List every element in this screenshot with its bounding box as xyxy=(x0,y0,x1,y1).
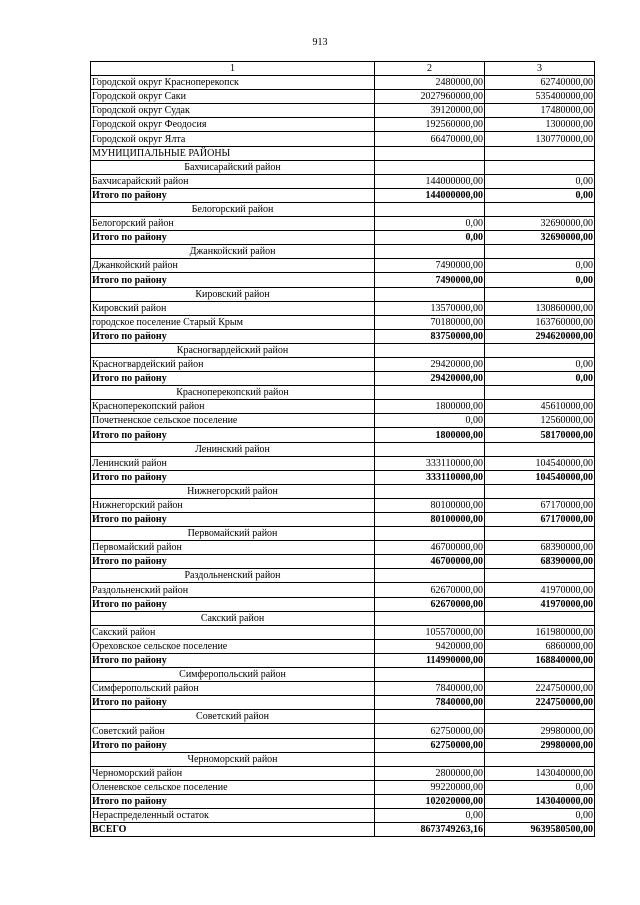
total-row xyxy=(91,188,595,202)
table-row xyxy=(91,301,595,315)
amount-col-3: 0,00 xyxy=(485,188,595,202)
amount-col-3: 12560000,00 xyxy=(485,414,595,428)
row-label: Городской округ Судак xyxy=(91,104,375,118)
row-label: Симферопольский район xyxy=(91,682,375,696)
row-label: Итого по району xyxy=(91,653,375,667)
amount-col-2: 62750000,00 xyxy=(375,738,485,752)
row-label: Итого по району xyxy=(91,555,375,569)
row-label: Красногвардейский район xyxy=(91,357,375,371)
row-label: Бахчисарайский район xyxy=(91,174,375,188)
row-label: Итого по району xyxy=(91,372,375,386)
row-label: Кировский район xyxy=(91,301,375,315)
amount-col-2: 7490000,00 xyxy=(375,259,485,273)
row-label: Черноморский район xyxy=(91,752,375,766)
row-label: Джанкойский район xyxy=(91,245,375,259)
table-row xyxy=(91,414,595,428)
row-label: Итого по району xyxy=(91,738,375,752)
table-row xyxy=(91,541,595,555)
row-label: Белогорский район xyxy=(91,202,375,216)
total-row xyxy=(91,470,595,484)
amount-col-2: 46700000,00 xyxy=(375,541,485,555)
table-row xyxy=(91,639,595,653)
amount-col-3: 130770000,00 xyxy=(485,132,595,146)
row-label: Белогорский район xyxy=(91,217,375,231)
total-row xyxy=(91,696,595,710)
amount-col-3: 0,00 xyxy=(485,808,595,822)
amount-col-3: 163760000,00 xyxy=(485,315,595,329)
row-label: Итого по району xyxy=(91,513,375,527)
amount-col-3: 294620000,00 xyxy=(485,329,595,343)
amount-col-3 xyxy=(485,386,595,400)
row-label: Первомайский район xyxy=(91,541,375,555)
row-label: Итого по району xyxy=(91,428,375,442)
total-row xyxy=(91,513,595,527)
total-row xyxy=(91,597,595,611)
row-label: Городской округ Саки xyxy=(91,90,375,104)
table-row xyxy=(91,682,595,696)
table-body xyxy=(91,76,595,837)
table-row xyxy=(91,766,595,780)
row-label: Первомайский район xyxy=(91,527,375,541)
row-label: Итого по району xyxy=(91,329,375,343)
table-row xyxy=(91,174,595,188)
amount-col-2 xyxy=(375,245,485,259)
total-row xyxy=(91,794,595,808)
amount-col-3: 0,00 xyxy=(485,780,595,794)
amount-col-3: 104540000,00 xyxy=(485,470,595,484)
row-label: Советский район xyxy=(91,724,375,738)
amount-col-2: 114990000,00 xyxy=(375,653,485,667)
row-label: Итого по району xyxy=(91,273,375,287)
row-label: Советский район xyxy=(91,710,375,724)
amount-col-2: 80100000,00 xyxy=(375,513,485,527)
amount-col-3: 224750000,00 xyxy=(485,696,595,710)
amount-col-2 xyxy=(375,160,485,174)
amount-col-3: 32690000,00 xyxy=(485,231,595,245)
amount-col-2: 7490000,00 xyxy=(375,273,485,287)
column-number-row xyxy=(91,62,595,76)
amount-col-3 xyxy=(485,527,595,541)
amount-col-3: 68390000,00 xyxy=(485,541,595,555)
table-row xyxy=(91,498,595,512)
row-label: Сакский район xyxy=(91,611,375,625)
amount-col-2: 1800000,00 xyxy=(375,428,485,442)
district-header-row xyxy=(91,202,595,216)
amount-col-2: 0,00 xyxy=(375,808,485,822)
row-label: Итого по району xyxy=(91,231,375,245)
amount-col-2 xyxy=(375,569,485,583)
amount-col-2: 102020000,00 xyxy=(375,794,485,808)
row-label: МУНИЦИПАЛЬНЫЕ РАЙОНЫ xyxy=(91,146,375,160)
district-header-row xyxy=(91,245,595,259)
amount-col-2: 0,00 xyxy=(375,231,485,245)
row-label: Бахчисарайский район xyxy=(91,160,375,174)
amount-col-2 xyxy=(375,287,485,301)
total-row xyxy=(91,231,595,245)
amount-col-2: 2480000,00 xyxy=(375,76,485,90)
amount-col-3: 0,00 xyxy=(485,174,595,188)
amount-col-2 xyxy=(375,386,485,400)
amount-col-2: 2027960000,00 xyxy=(375,90,485,104)
amount-col-3 xyxy=(485,146,595,160)
amount-col-3 xyxy=(485,442,595,456)
table-row xyxy=(91,217,595,231)
amount-col-2 xyxy=(375,668,485,682)
amount-col-3: 17480000,00 xyxy=(485,104,595,118)
amount-col-3: 0,00 xyxy=(485,357,595,371)
district-header-row xyxy=(91,160,595,174)
district-header-row xyxy=(91,484,595,498)
amount-col-3 xyxy=(485,245,595,259)
row-label: городское поселение Старый Крым xyxy=(91,315,375,329)
table-row xyxy=(91,780,595,794)
amount-col-3 xyxy=(485,752,595,766)
row-label: Нижнегорский район xyxy=(91,498,375,512)
amount-col-3: 130860000,00 xyxy=(485,301,595,315)
total-row xyxy=(91,329,595,343)
table-row xyxy=(91,808,595,822)
row-label: Раздольненский район xyxy=(91,569,375,583)
amount-col-3: 67170000,00 xyxy=(485,513,595,527)
amount-col-2 xyxy=(375,710,485,724)
amount-col-2 xyxy=(375,343,485,357)
row-label: Городской округ Красноперекопск xyxy=(91,76,375,90)
amount-col-3: 224750000,00 xyxy=(485,682,595,696)
row-label: Сакский район xyxy=(91,625,375,639)
district-header-row xyxy=(91,343,595,357)
table-row xyxy=(91,400,595,414)
amount-col-2: 8673749263,16 xyxy=(375,823,485,837)
amount-col-2 xyxy=(375,611,485,625)
total-row xyxy=(91,273,595,287)
row-label: Джанкойский район xyxy=(91,259,375,273)
district-header-row xyxy=(91,569,595,583)
amount-col-2: 0,00 xyxy=(375,217,485,231)
amount-col-3: 1300000,00 xyxy=(485,118,595,132)
row-label: Симферопольский район xyxy=(91,668,375,682)
row-label: Итого по району xyxy=(91,696,375,710)
column-number: 3 xyxy=(485,62,595,76)
amount-col-3: 104540000,00 xyxy=(485,456,595,470)
table-row xyxy=(91,104,595,118)
row-label: Черноморский район xyxy=(91,766,375,780)
amount-col-2: 333110000,00 xyxy=(375,456,485,470)
row-label: Оленевское сельское поселение xyxy=(91,780,375,794)
amount-col-2: 62670000,00 xyxy=(375,597,485,611)
amount-col-3: 143040000,00 xyxy=(485,766,595,780)
row-label: Городской округ Ялта xyxy=(91,132,375,146)
amount-col-2: 1800000,00 xyxy=(375,400,485,414)
amount-col-2: 2800000,00 xyxy=(375,766,485,780)
table-row xyxy=(91,118,595,132)
amount-col-3 xyxy=(485,343,595,357)
amount-col-2 xyxy=(375,752,485,766)
total-row xyxy=(91,555,595,569)
amount-col-2: 29420000,00 xyxy=(375,372,485,386)
district-header-row xyxy=(91,752,595,766)
page-number: 913 xyxy=(312,37,328,48)
column-number: 1 xyxy=(91,62,375,76)
table-row xyxy=(91,76,595,90)
amount-col-3: 0,00 xyxy=(485,259,595,273)
amount-col-3: 62740000,00 xyxy=(485,76,595,90)
amount-col-3: 9639580500,00 xyxy=(485,823,595,837)
amount-col-3: 41970000,00 xyxy=(485,583,595,597)
section-header-row xyxy=(91,146,595,160)
amount-col-3 xyxy=(485,202,595,216)
total-row xyxy=(91,738,595,752)
amount-col-2 xyxy=(375,527,485,541)
amount-col-3: 168840000,00 xyxy=(485,653,595,667)
amount-col-3 xyxy=(485,160,595,174)
amount-col-2 xyxy=(375,146,485,160)
amount-col-2: 7840000,00 xyxy=(375,696,485,710)
amount-col-3: 6860000,00 xyxy=(485,639,595,653)
row-label: Городской округ Феодосия xyxy=(91,118,375,132)
amount-col-2: 192560000,00 xyxy=(375,118,485,132)
amount-col-2: 29420000,00 xyxy=(375,357,485,371)
amount-col-2 xyxy=(375,484,485,498)
total-row xyxy=(91,823,595,837)
table-row xyxy=(91,132,595,146)
district-header-row xyxy=(91,710,595,724)
amount-col-2: 0,00 xyxy=(375,414,485,428)
amount-col-2: 144000000,00 xyxy=(375,174,485,188)
amount-col-3: 29980000,00 xyxy=(485,738,595,752)
amount-col-3 xyxy=(485,710,595,724)
row-label: Кировский район xyxy=(91,287,375,301)
amount-col-2: 144000000,00 xyxy=(375,188,485,202)
table-row xyxy=(91,259,595,273)
amount-col-3 xyxy=(485,569,595,583)
district-header-row xyxy=(91,287,595,301)
district-header-row xyxy=(91,668,595,682)
amount-col-3: 29980000,00 xyxy=(485,724,595,738)
row-label: ВСЕГО xyxy=(91,823,375,837)
amount-col-2: 62670000,00 xyxy=(375,583,485,597)
amount-col-3: 0,00 xyxy=(485,273,595,287)
amount-col-2: 66470000,00 xyxy=(375,132,485,146)
row-label: Ленинский район xyxy=(91,442,375,456)
table-row xyxy=(91,90,595,104)
district-header-row xyxy=(91,527,595,541)
total-row xyxy=(91,372,595,386)
amount-col-2: 99220000,00 xyxy=(375,780,485,794)
amount-col-2: 80100000,00 xyxy=(375,498,485,512)
column-number: 2 xyxy=(375,62,485,76)
table-row xyxy=(91,625,595,639)
row-label: Ленинский район xyxy=(91,456,375,470)
total-row xyxy=(91,428,595,442)
amount-col-3 xyxy=(485,484,595,498)
row-label: Нижнегорский район xyxy=(91,484,375,498)
amount-col-2: 105570000,00 xyxy=(375,625,485,639)
amount-col-2: 7840000,00 xyxy=(375,682,485,696)
amount-col-2: 39120000,00 xyxy=(375,104,485,118)
amount-col-3: 0,00 xyxy=(485,372,595,386)
amount-col-2: 70180000,00 xyxy=(375,315,485,329)
row-label: Итого по району xyxy=(91,597,375,611)
amount-col-3: 58170000,00 xyxy=(485,428,595,442)
amount-col-3 xyxy=(485,287,595,301)
amount-col-2: 333110000,00 xyxy=(375,470,485,484)
amount-col-3: 67170000,00 xyxy=(485,498,595,512)
amount-col-3: 68390000,00 xyxy=(485,555,595,569)
amount-col-3: 45610000,00 xyxy=(485,400,595,414)
row-label: Ореховское сельское поселение xyxy=(91,639,375,653)
amount-col-3: 143040000,00 xyxy=(485,794,595,808)
table-row xyxy=(91,724,595,738)
district-header-row xyxy=(91,386,595,400)
amount-col-3: 41970000,00 xyxy=(485,597,595,611)
amount-col-3 xyxy=(485,668,595,682)
row-label: Итого по району xyxy=(91,794,375,808)
row-label: Красноперекопский район xyxy=(91,386,375,400)
amount-col-3: 161980000,00 xyxy=(485,625,595,639)
table-row xyxy=(91,357,595,371)
amount-col-3: 32690000,00 xyxy=(485,217,595,231)
amount-col-2: 83750000,00 xyxy=(375,329,485,343)
amount-col-2: 62750000,00 xyxy=(375,724,485,738)
table-row xyxy=(91,456,595,470)
table-row xyxy=(91,315,595,329)
amount-col-2: 46700000,00 xyxy=(375,555,485,569)
row-label: Нераспределенный остаток xyxy=(91,808,375,822)
district-header-row xyxy=(91,611,595,625)
row-label: Красногвардейский район xyxy=(91,343,375,357)
row-label: Итого по району xyxy=(91,188,375,202)
budget-table xyxy=(90,61,595,837)
amount-col-2 xyxy=(375,202,485,216)
amount-col-3 xyxy=(485,611,595,625)
total-row xyxy=(91,653,595,667)
row-label: Раздольненский район xyxy=(91,583,375,597)
amount-col-2: 13570000,00 xyxy=(375,301,485,315)
amount-col-2 xyxy=(375,442,485,456)
row-label: Итого по району xyxy=(91,470,375,484)
row-label: Красноперекопский район xyxy=(91,400,375,414)
amount-col-3: 535400000,00 xyxy=(485,90,595,104)
row-label: Почетненское сельское поселение xyxy=(91,414,375,428)
district-header-row xyxy=(91,442,595,456)
table-row xyxy=(91,583,595,597)
amount-col-2: 9420000,00 xyxy=(375,639,485,653)
